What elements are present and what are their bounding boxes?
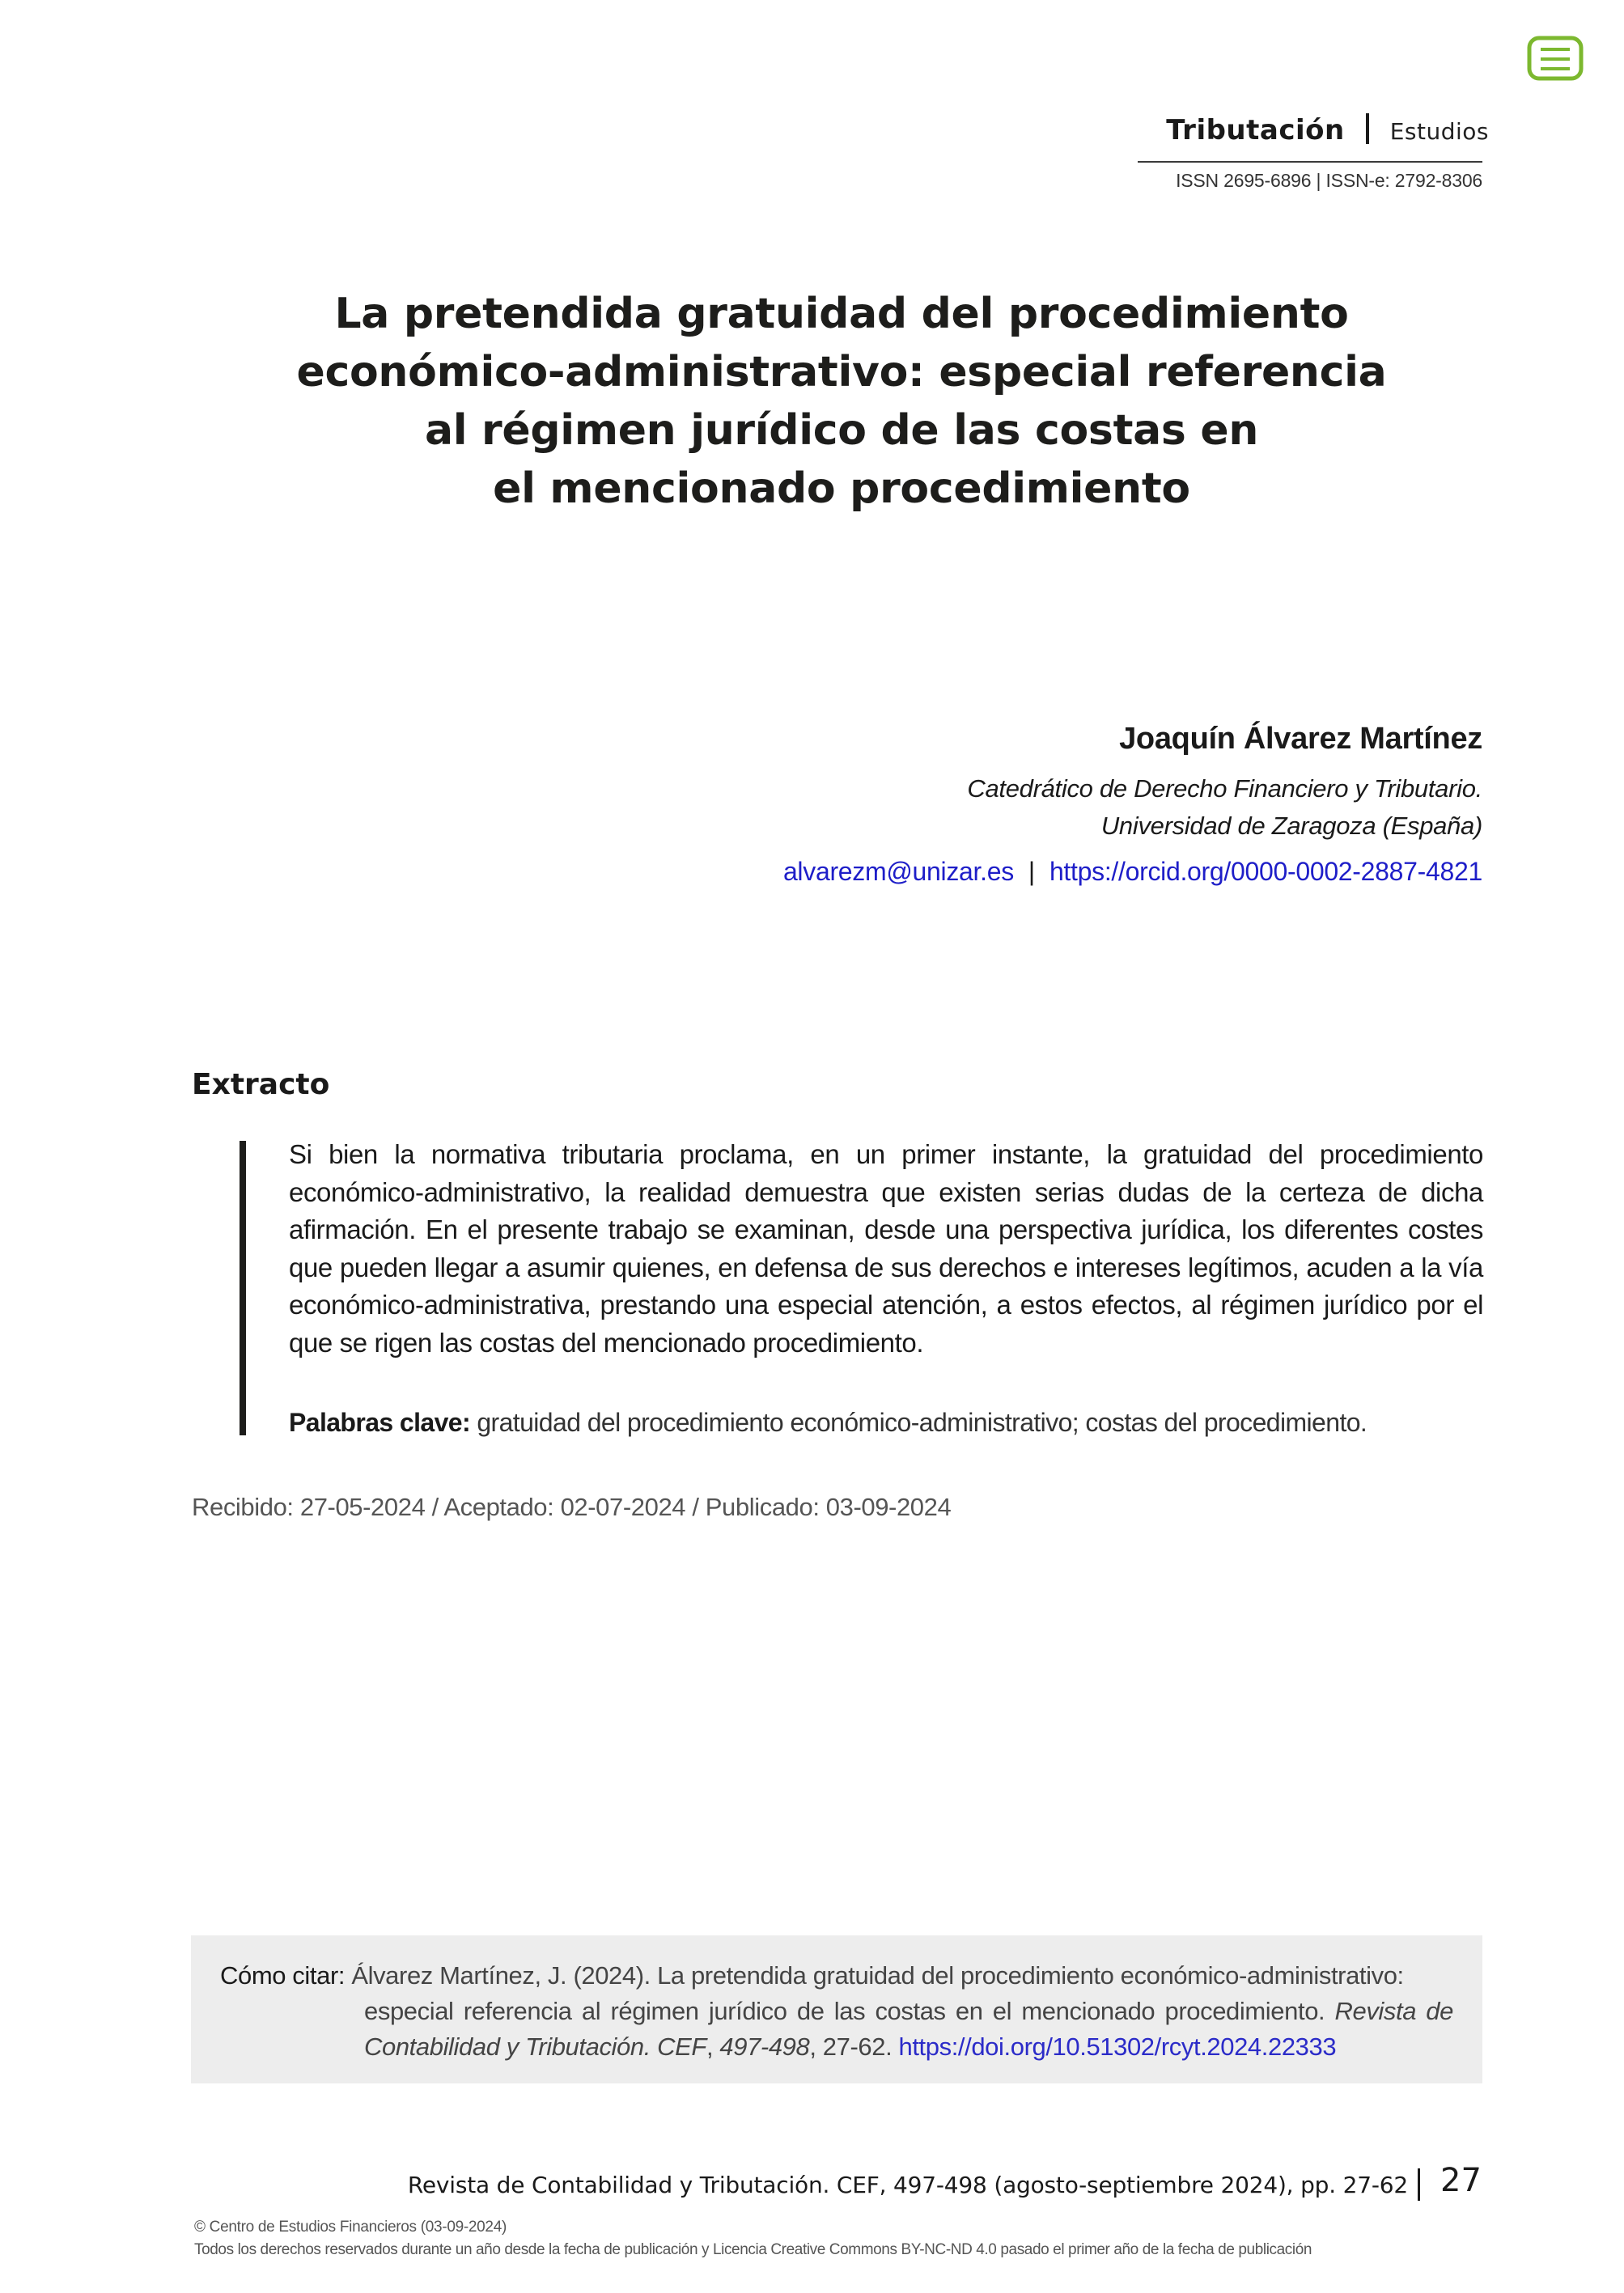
author-email-link[interactable]: alvarezm@unizar.es — [782, 857, 1014, 886]
citation-line: Álvarez Martínez, J. (2024). La pretendida gratuidad del procedimiento económico-administrativo: — [351, 1961, 1404, 1990]
author-orcid-link[interactable]: https://orcid.org/0000-0002-2887-4821 — [1049, 857, 1482, 886]
copyright-notice: © Centro de Estudios Financieros (03-09-2024) — [194, 2219, 507, 2236]
citation-text — [220, 1958, 1453, 2065]
section-title: Tributación — [1166, 114, 1345, 146]
title-line: económico-administrativo: especial referencia — [296, 348, 1387, 396]
citation-doi-link[interactable]: https://doi.org/10.51302/rcyt.2024.22333 — [898, 2032, 1337, 2061]
author-affiliation: Catedrático de Derecho Financiero y Tributario. — [967, 774, 1482, 803]
citation-label: Cómo citar: — [220, 1961, 346, 1990]
citation-volume: 497-498 — [719, 2032, 810, 2061]
header-divider — [1138, 161, 1482, 163]
footer-journal-reference: Revista de Contabilidad y Tributación. CEF, 497-498 (agosto-septiembre 2024), pp. 27-62 — [407, 2172, 1408, 2198]
abstract-text: Si bien la normativa tributaria proclama, en un primer instante, la gratuidad del procedimiento económico-administrativo, la realidad demuestra que existen serias dudas de la certeza de dicha afirmación. En el presente trabajo se examinan, desde una perspectiva jurídica, los diferentes costes que pueden llegar a asumir quienes, en defensa de sus derechos e intereses legítimos, acuden a la vía económico-administrativa, prestando una especial atención, a estos efectos, al régimen jurídico por el que se rigen las costas del mencionado procedimiento. — [289, 1139, 1483, 1358]
author-block — [647, 718, 1482, 890]
publication-dates: Recibido: 27-05-2024 / Aceptado: 02-07-2024 / Publicado: 03-09-2024 — [192, 1493, 952, 1521]
keywords — [289, 1404, 1486, 1441]
section-subtitle: Estudios — [1389, 118, 1489, 145]
keywords-label: Palabras clave: — [289, 1408, 471, 1437]
license-notice: Todos los derechos reservados durante un año desde la fecha de publicación y Licencia Creative Commons BY-NC-ND 4.0 pasado el primer año de la fecha de publicación — [194, 2241, 1312, 2258]
author-name: Joaquín Álvarez Martínez — [1119, 722, 1482, 756]
title-line: La pretendida gratuidad del procedimiento — [334, 290, 1349, 338]
issn: ISSN 2695-6896 | ISSN-e: 2792-8306 — [1176, 170, 1482, 191]
menu-list-icon[interactable] — [1527, 36, 1584, 81]
header-separator — [1366, 113, 1369, 144]
citation-journal: Revista de Contabilidad y Tributación. CEF — [364, 1997, 1453, 2061]
article-title — [162, 285, 1521, 518]
page-number: 27 — [1440, 2162, 1482, 2199]
citation-line: especial referencia al régimen jurídico de las costas en el mencionado procedimiento. — [364, 1997, 1325, 2025]
author-links — [647, 853, 1482, 890]
title-line: al régimen jurídico de las costas en — [424, 406, 1259, 455]
citation-punct: , — [706, 2032, 720, 2061]
abstract-heading: Extracto — [192, 1068, 330, 1101]
links-separator: | — [1028, 857, 1035, 886]
keywords-text: gratuidad del procedimiento económico-administrativo; costas del procedimiento. — [477, 1408, 1367, 1437]
title-line: el mencionado procedimiento — [493, 464, 1190, 513]
journal-section-header — [1149, 113, 1489, 154]
citation-pages: , 27-62. — [809, 2032, 899, 2061]
footer-separator — [1418, 2168, 1420, 2201]
author-institution: Universidad de Zaragoza (España) — [1100, 812, 1482, 840]
abstract-sidebar-rule — [240, 1141, 246, 1435]
